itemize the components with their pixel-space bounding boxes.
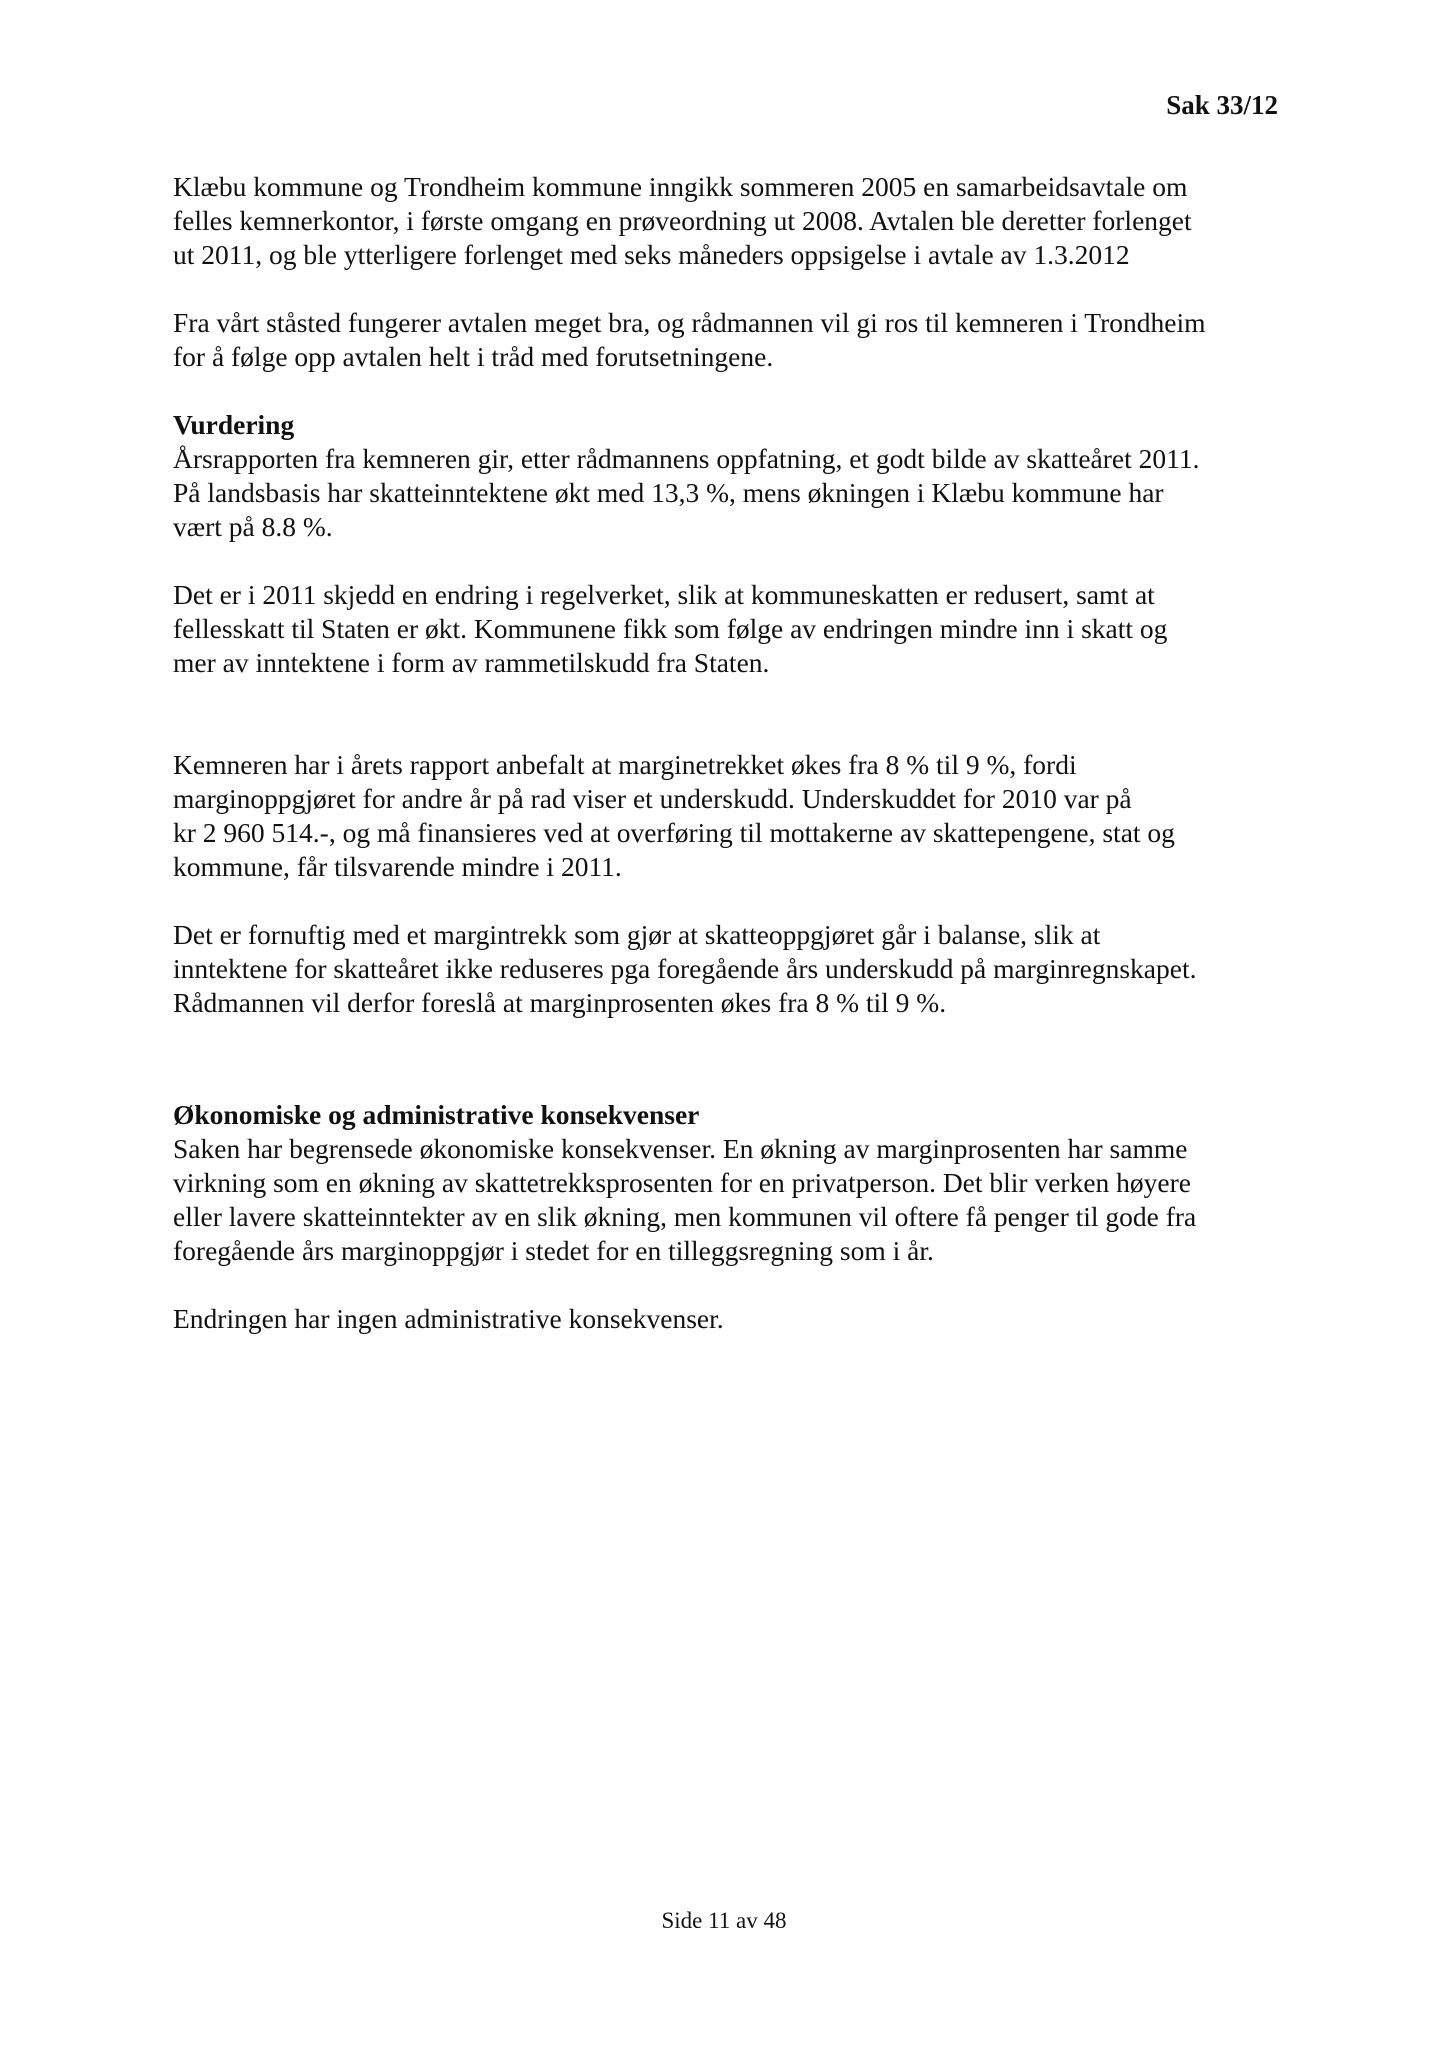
text-line: kr 2 960 514.-, og må finansieres ved at overføring til mottakerne av skattepengene, stat og	[173, 817, 1175, 848]
paragraph-recommendation	[173, 918, 1293, 1020]
text-line: ut 2011, og ble ytterligere forlenget med seks måneders oppsigelse i avtale av 1.3.2012	[173, 239, 1130, 270]
text-line: fellesskatt til Staten er økt. Kommunene fikk som følge av endringen mindre inn i skatt og	[173, 613, 1168, 644]
text-line: Rådmannen vil derfor foreslå at marginprosenten økes fra 8 % til 9 %.	[173, 987, 947, 1018]
document-body	[173, 170, 1293, 1336]
section-consequences	[173, 1098, 1293, 1268]
text-line: Årsrapporten fra kemneren gir, etter rådmannens oppfatning, et godt bilde av skatteåret 2011.	[173, 443, 1200, 474]
text-line: Det er i 2011 skjedd en endring i regelverket, slik at kommuneskatten er redusert, samt at	[173, 579, 1155, 610]
text-line: mer av inntektene i form av rammetilskudd fra Staten.	[173, 647, 770, 678]
text-line: eller lavere skatteinntekter av en slik økning, men kommunen vil oftere få penger til gode fra	[173, 1201, 1197, 1232]
case-number: Sak 33/12	[1166, 90, 1278, 120]
text-line: Fra vårt ståsted fungerer avtalen meget bra, og rådmannen vil gi ros til kemneren i Trondheim	[173, 307, 1206, 338]
text-line: for å følge opp avtalen helt i tråd med forutsetningene.	[173, 341, 774, 372]
section-heading-vurdering: Vurdering	[173, 409, 295, 440]
paragraph-margin-deduction	[173, 748, 1293, 884]
text-line: felles kemnerkontor, i første omgang en prøveordning ut 2008. Avtalen ble deretter forlenget	[173, 205, 1192, 236]
paragraph-agreement	[173, 170, 1293, 272]
text-line: marginoppgjøret for andre år på rad viser et underskudd. Underskuddet for 2010 var på	[173, 783, 1132, 814]
text-line: foregående års marginoppgjør i stedet for en tilleggsregning som i år.	[173, 1235, 934, 1266]
text-line: kommune, får tilsvarende mindre i 2011.	[173, 851, 622, 882]
paragraph-regulation-change	[173, 578, 1293, 680]
paragraph-no-admin-consequences	[173, 1302, 1293, 1336]
text-line: På landsbasis har skatteinntektene økt med 13,3 %, mens økningen i Klæbu kommune har	[173, 477, 1164, 508]
section-vurdering	[173, 408, 1293, 544]
section-heading-consequences: Økonomiske og administrative konsekvenser	[173, 1099, 700, 1130]
text-line: Kemneren har i årets rapport anbefalt at marginetrekket økes fra 8 % til 9 %, fordi	[173, 749, 1077, 780]
text-line: virkning som en økning av skattetrekksprosenten for en privatperson. Det blir verken høyere	[173, 1167, 1191, 1198]
paragraph-assessment-of-agreement	[173, 306, 1293, 374]
page-number: Side 11 av 48	[661, 1908, 787, 1933]
text-line: inntektene for skatteåret ikke reduseres pga foregående års underskudd på marginregnskapet.	[173, 953, 1197, 984]
text-line: Klæbu kommune og Trondheim kommune inngikk sommeren 2005 en samarbeidsavtale om	[173, 171, 1188, 202]
text-line: Saken har begrensede økonomiske konsekvenser. En økning av marginprosenten har samme	[173, 1133, 1188, 1164]
text-line: Det er fornuftig med et margintrekk som gjør at skatteoppgjøret går i balanse, slik at	[173, 919, 1101, 950]
text-line: vært på 8.8 %.	[173, 511, 333, 542]
text-line: Endringen har ingen administrative konsekvenser.	[173, 1303, 724, 1334]
